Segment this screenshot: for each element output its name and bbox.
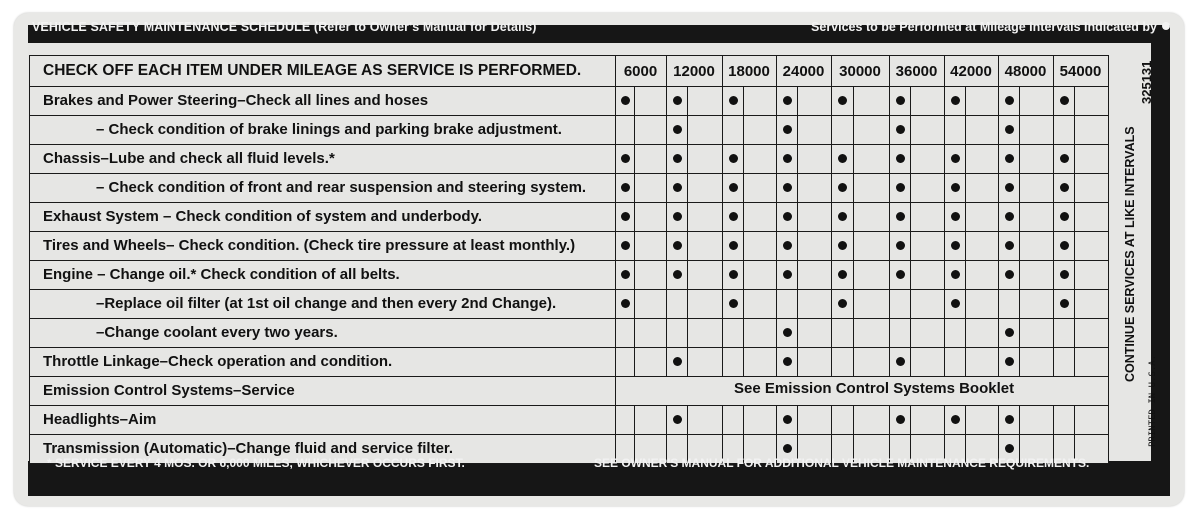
check-cell-blank [1074, 289, 1109, 319]
check-cell-blank [910, 260, 945, 290]
check-cell-blank [853, 318, 890, 348]
service-dot-icon [951, 212, 960, 221]
row-label: Headlights–Aim [43, 411, 157, 428]
check-cell-blank [1074, 173, 1109, 203]
service-dot-icon [1005, 415, 1014, 424]
check-cell-blank [1019, 231, 1054, 261]
check-cell-blank [687, 231, 723, 261]
mileage-label: 30000 [839, 63, 881, 80]
check-cell-blank [910, 231, 945, 261]
check-cell-blank [797, 86, 832, 116]
printed-in-usa: PRINTED IN U.S.A. [1148, 354, 1158, 447]
service-dot-icon [1005, 96, 1014, 105]
check-cell-blank [1074, 231, 1109, 261]
part-number: 325131 [1139, 60, 1154, 104]
service-dot-icon [1060, 299, 1069, 308]
check-cell-blank [634, 202, 667, 232]
interval-header [811, 21, 1170, 34]
check-cell-blank [853, 144, 890, 174]
mileage-label: 18000 [728, 63, 770, 80]
service-dot-icon [838, 270, 847, 279]
check-cell-blank [634, 260, 667, 290]
check-cell [722, 115, 744, 145]
service-dot-icon [838, 154, 847, 163]
row-label: Brakes and Power Steering–Check all lines and hoses [43, 92, 429, 109]
check-cell-blank [797, 202, 832, 232]
footer-service-note: * SERVICE EVERY 4 MOS. OR 6,000 MILES, WHICHEVER OCCURS FIRST. [47, 456, 465, 470]
service-dot-icon [951, 183, 960, 192]
check-cell-blank [687, 318, 723, 348]
bullet-icon [1162, 22, 1170, 30]
check-cell [666, 289, 688, 319]
service-dot-icon [783, 357, 792, 366]
service-dot-icon [838, 299, 847, 308]
service-dot-icon [673, 154, 682, 163]
check-cell-blank [1074, 347, 1109, 377]
check-cell-blank [687, 289, 723, 319]
service-dot-icon [729, 270, 738, 279]
check-cell-blank [797, 144, 832, 174]
service-dot-icon [896, 357, 905, 366]
check-cell-blank [853, 115, 890, 145]
check-cell-blank [743, 347, 777, 377]
check-cell [998, 289, 1020, 319]
check-cell-blank [634, 405, 667, 435]
service-dot-icon [896, 212, 905, 221]
check-cell-blank [1019, 86, 1054, 116]
check-cell-blank [965, 289, 999, 319]
row-label: Chassis–Lube and check all fluid levels.* [43, 150, 335, 167]
check-cell-blank [743, 144, 777, 174]
check-cell-blank [687, 173, 723, 203]
check-cell-blank [853, 202, 890, 232]
check-cell-blank [1074, 86, 1109, 116]
check-cell [722, 318, 744, 348]
mileage-label: 54000 [1059, 63, 1102, 80]
check-cell [944, 318, 966, 348]
service-dot-icon [729, 96, 738, 105]
check-cell [615, 405, 635, 435]
check-cell-blank [634, 86, 667, 116]
check-cell-blank [634, 318, 667, 348]
mileage-label: 6000 [623, 63, 658, 80]
mileage-label: 36000 [895, 63, 938, 80]
service-dot-icon [673, 125, 682, 134]
check-cell-blank [743, 231, 777, 261]
check-cell-blank [687, 260, 723, 290]
row-label: – Check condition of front and rear suspension and steering system. [96, 179, 587, 196]
service-dot-icon [621, 212, 630, 221]
check-cell-blank [1074, 260, 1109, 290]
service-dot-icon [783, 328, 792, 337]
row-label: –Change coolant every two years. [96, 324, 338, 341]
mileage-label: 48000 [1004, 63, 1047, 80]
check-cell-blank [1019, 405, 1054, 435]
check-cell-blank [634, 347, 667, 377]
row-label: Exhaust System – Check condition of system and underbody. [43, 208, 482, 225]
row-label: –Replace oil filter (at 1st oil change and then every 2nd Change). [96, 295, 557, 312]
service-dot-icon [1005, 357, 1014, 366]
service-dot-icon [621, 299, 630, 308]
check-cell-blank [797, 318, 832, 348]
service-dot-icon [783, 241, 792, 250]
service-dot-icon [673, 183, 682, 192]
check-cell-blank [687, 405, 723, 435]
check-cell [944, 347, 966, 377]
check-cell-blank [853, 347, 890, 377]
emission-note: See Emission Control Systems Booklet [734, 380, 1015, 397]
check-cell-blank [1074, 144, 1109, 174]
check-cell-blank [1074, 115, 1109, 145]
service-dot-icon [783, 125, 792, 134]
check-cell-blank [1074, 318, 1109, 348]
check-cell [831, 115, 854, 145]
schedule-title: VEHICLE SAFETY MAINTENANCE SCHEDULE (Refer to Owner's Manual for Details) [32, 20, 537, 34]
check-cell [889, 289, 911, 319]
check-cell-blank [797, 231, 832, 261]
service-dot-icon [621, 241, 630, 250]
check-cell-blank [965, 231, 999, 261]
service-dot-icon [1005, 270, 1014, 279]
service-dot-icon [1060, 183, 1069, 192]
continue-services-note: CONTINUE SERVICES AT LIKE INTERVALS [1123, 126, 1137, 382]
check-cell-blank [1019, 144, 1054, 174]
check-cell-blank [965, 115, 999, 145]
service-dot-icon [838, 212, 847, 221]
check-cell-blank [1019, 173, 1054, 203]
check-cell-blank [853, 86, 890, 116]
service-dot-icon [783, 96, 792, 105]
check-cell-blank [965, 173, 999, 203]
check-cell-blank [634, 144, 667, 174]
check-cell-blank [797, 289, 832, 319]
check-cell-blank [853, 231, 890, 261]
service-dot-icon [673, 415, 682, 424]
check-cell-blank [743, 260, 777, 290]
service-dot-icon [896, 415, 905, 424]
check-cell-blank [743, 405, 777, 435]
service-dot-icon [896, 154, 905, 163]
service-dot-icon [729, 183, 738, 192]
service-dot-icon [783, 183, 792, 192]
service-dot-icon [951, 299, 960, 308]
check-cell-blank [910, 405, 945, 435]
check-cell-blank [910, 202, 945, 232]
service-dot-icon [838, 96, 847, 105]
service-dot-icon [896, 96, 905, 105]
instruction-text: CHECK OFF EACH ITEM UNDER MILEAGE AS SERVICE IS PERFORMED. [43, 62, 582, 79]
service-dot-icon [1060, 154, 1069, 163]
check-cell-blank [910, 347, 945, 377]
check-cell-blank [1019, 318, 1054, 348]
check-cell-blank [797, 260, 832, 290]
check-cell-blank [797, 347, 832, 377]
check-cell [615, 347, 635, 377]
check-cell-blank [910, 173, 945, 203]
check-cell-blank [743, 173, 777, 203]
check-cell-blank [634, 289, 667, 319]
service-dot-icon [896, 125, 905, 134]
service-dot-icon [783, 415, 792, 424]
service-dot-icon [1060, 241, 1069, 250]
service-dot-icon [1005, 212, 1014, 221]
check-cell-blank [797, 115, 832, 145]
check-cell [1053, 115, 1075, 145]
footer-manual-note: SEE OWNER'S MANUAL FOR ADDITIONAL VEHICLE MAINTENANCE REQUIREMENTS. [594, 456, 1090, 470]
check-cell [615, 318, 635, 348]
check-cell-blank [853, 405, 890, 435]
check-cell-blank [687, 115, 723, 145]
service-dot-icon [621, 96, 630, 105]
check-cell-blank [1019, 202, 1054, 232]
check-cell-blank [743, 115, 777, 145]
check-cell-blank [910, 115, 945, 145]
check-cell [1053, 347, 1075, 377]
service-dot-icon [1005, 444, 1014, 453]
service-dot-icon [951, 270, 960, 279]
mileage-label: 24000 [782, 63, 825, 80]
mileage-label: 12000 [673, 63, 715, 80]
check-cell-blank [1019, 289, 1054, 319]
service-dot-icon [1005, 183, 1014, 192]
check-cell [831, 347, 854, 377]
check-cell [1053, 318, 1075, 348]
check-cell [1053, 405, 1075, 435]
check-cell-blank [1074, 405, 1109, 435]
service-dot-icon [838, 241, 847, 250]
check-cell-blank [1019, 115, 1054, 145]
check-cell-blank [1074, 202, 1109, 232]
check-cell-blank [743, 289, 777, 319]
check-cell [889, 318, 911, 348]
check-cell [615, 115, 635, 145]
service-dot-icon [896, 241, 905, 250]
check-cell-blank [965, 202, 999, 232]
check-cell-blank [910, 318, 945, 348]
check-cell-blank [965, 144, 999, 174]
check-cell-blank [797, 173, 832, 203]
check-cell-blank [687, 347, 723, 377]
check-cell-blank [853, 173, 890, 203]
service-dot-icon [621, 154, 630, 163]
check-cell [666, 318, 688, 348]
check-cell-blank [965, 318, 999, 348]
check-cell [722, 347, 744, 377]
check-cell-blank [965, 260, 999, 290]
check-cell-blank [634, 115, 667, 145]
check-cell-blank [965, 347, 999, 377]
service-dot-icon [1005, 125, 1014, 134]
check-cell [776, 289, 798, 319]
service-dot-icon [673, 357, 682, 366]
service-dot-icon [729, 154, 738, 163]
service-dot-icon [951, 96, 960, 105]
check-cell-blank [687, 202, 723, 232]
service-dot-icon [783, 270, 792, 279]
row-label: Throttle Linkage–Check operation and condition. [43, 353, 393, 370]
service-dot-icon [621, 270, 630, 279]
service-dot-icon [783, 154, 792, 163]
check-cell-blank [853, 289, 890, 319]
service-dot-icon [838, 183, 847, 192]
check-cell-blank [687, 144, 723, 174]
check-cell-blank [743, 86, 777, 116]
service-dot-icon [1005, 241, 1014, 250]
service-dot-icon [1005, 154, 1014, 163]
check-cell-blank [910, 289, 945, 319]
row-label: Transmission (Automatic)–Change fluid and service filter. [43, 440, 454, 457]
check-cell-blank [743, 318, 777, 348]
check-cell-blank [965, 86, 999, 116]
check-cell [831, 318, 854, 348]
interval-header-text: Services to be Performed at Mileage Intervals Indicated by [811, 20, 1157, 34]
service-dot-icon [951, 415, 960, 424]
check-cell-blank [797, 405, 832, 435]
service-dot-icon [729, 299, 738, 308]
check-cell [944, 115, 966, 145]
row-label: – Check condition of brake linings and parking brake adjustment. [96, 121, 562, 138]
check-cell-blank [853, 260, 890, 290]
service-dot-icon [673, 96, 682, 105]
check-cell-blank [910, 144, 945, 174]
check-cell-blank [910, 86, 945, 116]
check-cell-blank [634, 173, 667, 203]
service-dot-icon [621, 183, 630, 192]
service-dot-icon [896, 183, 905, 192]
row-label: Engine – Change oil.* Check condition of all belts. [43, 266, 400, 283]
row-label: Tires and Wheels– Check condition. (Check tire pressure at least monthly.) [43, 237, 576, 254]
service-dot-icon [1060, 270, 1069, 279]
service-dot-icon [951, 154, 960, 163]
service-dot-icon [673, 270, 682, 279]
service-dot-icon [783, 212, 792, 221]
service-dot-icon [1060, 212, 1069, 221]
check-cell [831, 405, 854, 435]
check-cell-blank [1019, 260, 1054, 290]
service-dot-icon [1005, 328, 1014, 337]
check-cell-blank [1019, 347, 1054, 377]
service-dot-icon [1060, 96, 1069, 105]
service-dot-icon [673, 212, 682, 221]
check-cell-blank [687, 86, 723, 116]
service-dot-icon [673, 241, 682, 250]
service-dot-icon [896, 270, 905, 279]
check-cell-blank [965, 405, 999, 435]
service-dot-icon [951, 241, 960, 250]
mileage-label: 42000 [950, 63, 992, 80]
check-cell [722, 405, 744, 435]
row-label: Emission Control Systems–Service [43, 382, 295, 399]
check-cell-blank [743, 202, 777, 232]
service-dot-icon [729, 212, 738, 221]
service-dot-icon [729, 241, 738, 250]
check-cell-blank [634, 231, 667, 261]
service-dot-icon [783, 444, 792, 453]
